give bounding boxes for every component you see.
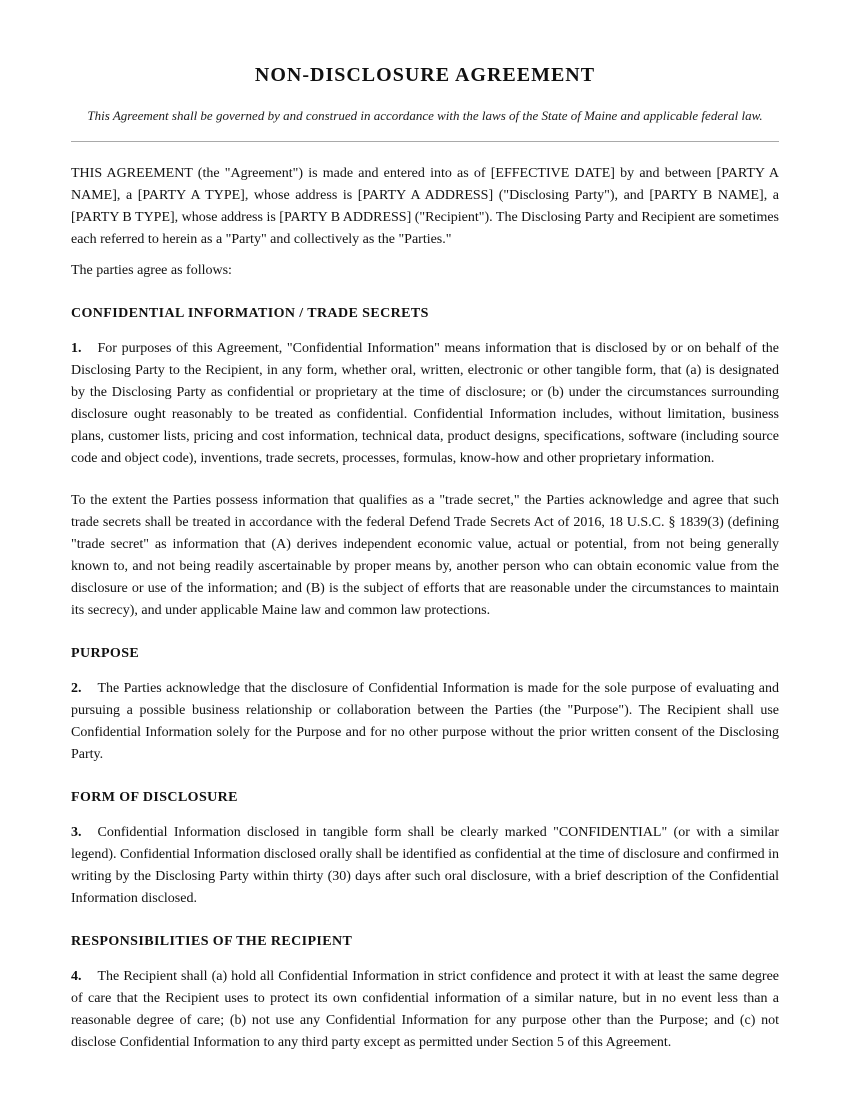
paragraph-number: 1. — [71, 341, 82, 356]
sections — [71, 304, 779, 1054]
section-paragraph: 2. The Parties acknowledge that the disclosure of Confidential Information is made for the sole purpose of evaluating and pursuing a possible business relationship or collaboration between the Parties (the "Purpose"). The Recipient shall use Confidential Information solely for the Purpose and for no other purpose without the prior written consent of the Disclosing Party. — [71, 681, 779, 762]
section-paragraph: To the extent the Parties possess information that qualifies as a "trade secret," the Parties acknowledge and agree that such trade secrets shall be treated in accordance with the federal Defend Trade Secrets Act of 2016, 18 U.S.C. § 1839(3) (defining "trade secret" as information that (A) derives independent economic value, actual or potential, from not being generally known to, and not being readily ascertainable by proper means by, another person who can obtain economic value from the disclosure or use of the information; and (B) is the subject of efforts that are reasonable under the circumstances to maintain its secrecy), and under applicable Maine law and common law protections. — [71, 493, 779, 618]
section-heading: CONFIDENTIAL INFORMATION / TRADE SECRETS — [71, 306, 429, 321]
section-paragraph: 3. Confidential Information disclosed in tangible form shall be clearly marked "CONFIDENTIAL" (or with a similar legend). Confidential Information disclosed orally shall be identified as confidential at the time of disclosure and confirmed in writing by the Disclosing Party within thirty (30) days after such oral disclosure, with a brief description of the Confidential Information disclosed. — [71, 825, 779, 906]
section-heading: RESPONSIBILITIES OF THE RECIPIENT — [71, 934, 353, 949]
section-paragraph: 4. The Recipient shall (a) hold all Confidential Information in strict confidence and protect it with at least the same degree of care that the Recipient uses to protect its own confidential information of a similar nature, but in no event less than a reasonable degree of care; (b) not use any Confidential Information for any purpose other than the Purpose; and (c) not disclose Confidential Information to any third party except as permitted under Section 5 of this Agreement. — [71, 969, 779, 1050]
section-heading: FORM OF DISCLOSURE — [71, 790, 238, 805]
agreement-lead-in: The parties agree as follows: — [71, 263, 232, 278]
intro-paragraph: THIS AGREEMENT (the "Agreement") is made and entered into as of [EFFECTIVE DATE] by and between [PARTY A NAME], a [PARTY A TYPE], whose address is [PARTY A ADDRESS] ("Disclosing Party"), and [PARTY B NAME], a [PARTY B TYPE], whose address is [PARTY B ADDRESS] ("Recipient"). The Disclosing Party and Recipient are sometimes each referred to herein as a "Party" and collectively as the "Parties." — [71, 166, 779, 247]
section-heading: PURPOSE — [71, 646, 140, 661]
document-title: NON-DISCLOSURE AGREEMENT — [254, 64, 596, 86]
paragraph-number: 3. — [71, 825, 82, 840]
governing-law-subtitle: This Agreement shall be governed by and construed in accordance with the laws of the State of Maine and applicable federal law. — [87, 108, 763, 123]
paragraph-number: 4. — [71, 969, 82, 984]
section-paragraph: 1. For purposes of this Agreement, "Confidential Information" means information that is disclosed by or on behalf of the Disclosing Party to the Recipient, in any form, whether oral, written, electronic or other tangible form, that (a) is designated by the Disclosing Party as confidential or proprietary at the time of disclosure; or (b) under the circumstances surrounding disclosure ought reasonably to be treated as confidential. Confidential Information includes, without limitation, business plans, customer lists, pricing and cost information, technical data, product designs, specifications, software (including source code and object code), inventions, trade secrets, processes, formulas, know-how and other proprietary information. — [71, 341, 779, 466]
header-divider — [71, 141, 779, 142]
paragraph-number: 2. — [71, 681, 82, 696]
